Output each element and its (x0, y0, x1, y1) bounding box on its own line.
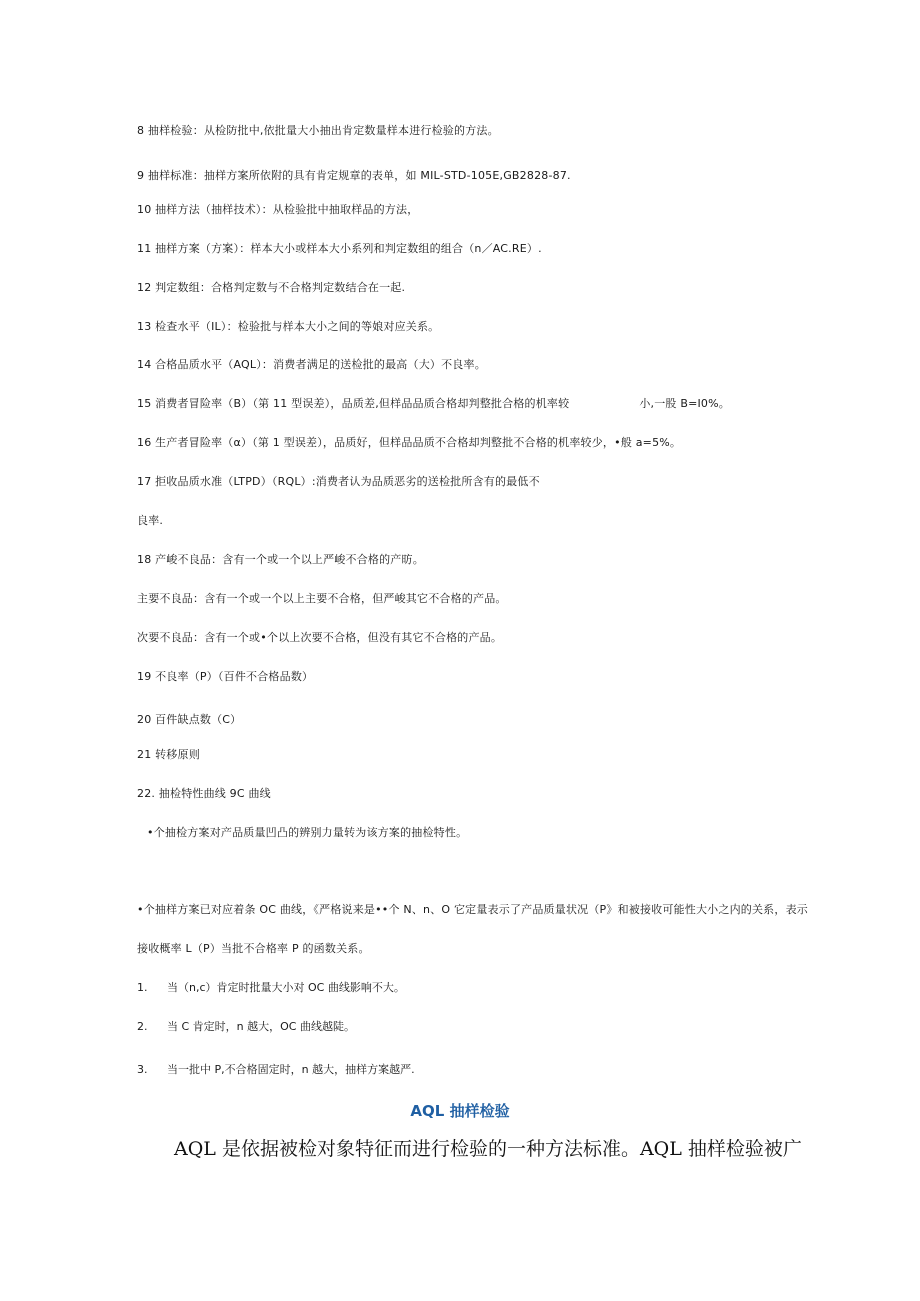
text-line-16: 16 生产者冒险率（α）（第 1 型误差），品质好，但样品品质不合格却判整批不合格的机率较少，•般 a=5%。 (137, 436, 682, 449)
text-line-8: 8 抽样检验：从检防批中,依批量大小抽出肯定数量样本进行检验的方法。 (137, 124, 499, 137)
text-line-minor-defect: 次要不良品：含有一个或•个以上次要不合格，但没有其它不合格的产品。 (137, 631, 503, 644)
numbered-item-text: 当 C 肯定时，n 越大，OC 曲线越陡。 (167, 1020, 355, 1033)
numbered-item-marker: 3. (137, 1063, 148, 1076)
text-line-21: 21 转移原则 (137, 748, 200, 761)
section-heading: AQL 抽样检验 (410, 1102, 510, 1120)
text-line-10: 10 抽样方法（抽样技术）：从检验批中抽取样品的方法， (137, 203, 419, 216)
text-line-13: 13 检查水平（IL）：检验批与样本大小之间的等娘对应关系。 (137, 320, 440, 333)
text-line-15-part-b: 小,一股 B=I0%。 (639, 397, 730, 410)
numbered-item-1 (137, 981, 405, 995)
numbered-item-text: 当（n,c）肯定时批量大小对 OC 曲线影响不大。 (167, 981, 405, 994)
text-line-20: 20 百件缺点数（C） (137, 713, 242, 726)
text-line-22: 22. 抽检特性曲线 9C 曲线 (137, 787, 271, 800)
text-line-oc-description-cont: 接收概率 L（P）当批不合格率 P 的函数关系。 (137, 942, 370, 955)
text-line-18: 18 产峻不良品：含有一个或一个以上严峻不合格的产昉。 (137, 553, 424, 566)
text-line-oc-definition: •个抽检方案对产品质量凹凸的辨别力量转为该方案的抽检特性。 (147, 826, 468, 839)
text-line-12: 12 判定数组：合格判定数与不合格判定数结合在一起. (137, 281, 406, 294)
text-line-15-part-a: 15 消费者冒险率（B）（第 11 型误差），品质差,但样品品质合格却判整批合格的机率较 (137, 397, 570, 410)
text-line-14: 14 合格品质水平（AQL）：消费者满足的送检批的最高（大）不良率。 (137, 358, 486, 371)
numbered-item-text: 当一批中 P,不合格固定时，n 越大，抽样方案越严. (167, 1063, 415, 1076)
text-line-19: 19 不良率（P）（百件不合格品数） (137, 670, 314, 683)
text-line-17: 17 拒收品质水准（LTPD）（RQL）:消费者认为品质恶劣的送检批所含有的最低不 (137, 475, 540, 488)
numbered-item-3 (137, 1063, 415, 1077)
text-line-major-defect: 主要不良品：含有一个或一个以上主要不合格，但严峻其它不合格的产品。 (137, 592, 507, 605)
text-line-oc-description: •个抽样方案已对应着条 OC 曲线，《严格说来是••个 N、n、O 它定量表示了产品质量状况（P》和被接收可能性大小之内的关系，表示 (137, 903, 808, 916)
body-paragraph: AQL 是依据被检对象特征而进行检验的一种方法标准。AQL 抽样检验被广 (174, 1138, 802, 1160)
text-line-15 (137, 397, 730, 411)
text-line-9: 9 抽样标准：抽样方案所依附的具有肯定规章的表单，如 MIL-STD-105E,GB2828-87. (137, 169, 571, 182)
text-line-17-cont: 良率. (137, 514, 164, 527)
numbered-item-marker: 1. (137, 981, 148, 994)
text-line-11: 11 抽样方案（方案）：样本大小或样本大小系列和判定数组的组合（n／AC.RE）. (137, 242, 542, 255)
numbered-item-2 (137, 1020, 355, 1034)
numbered-item-marker: 2. (137, 1020, 148, 1033)
